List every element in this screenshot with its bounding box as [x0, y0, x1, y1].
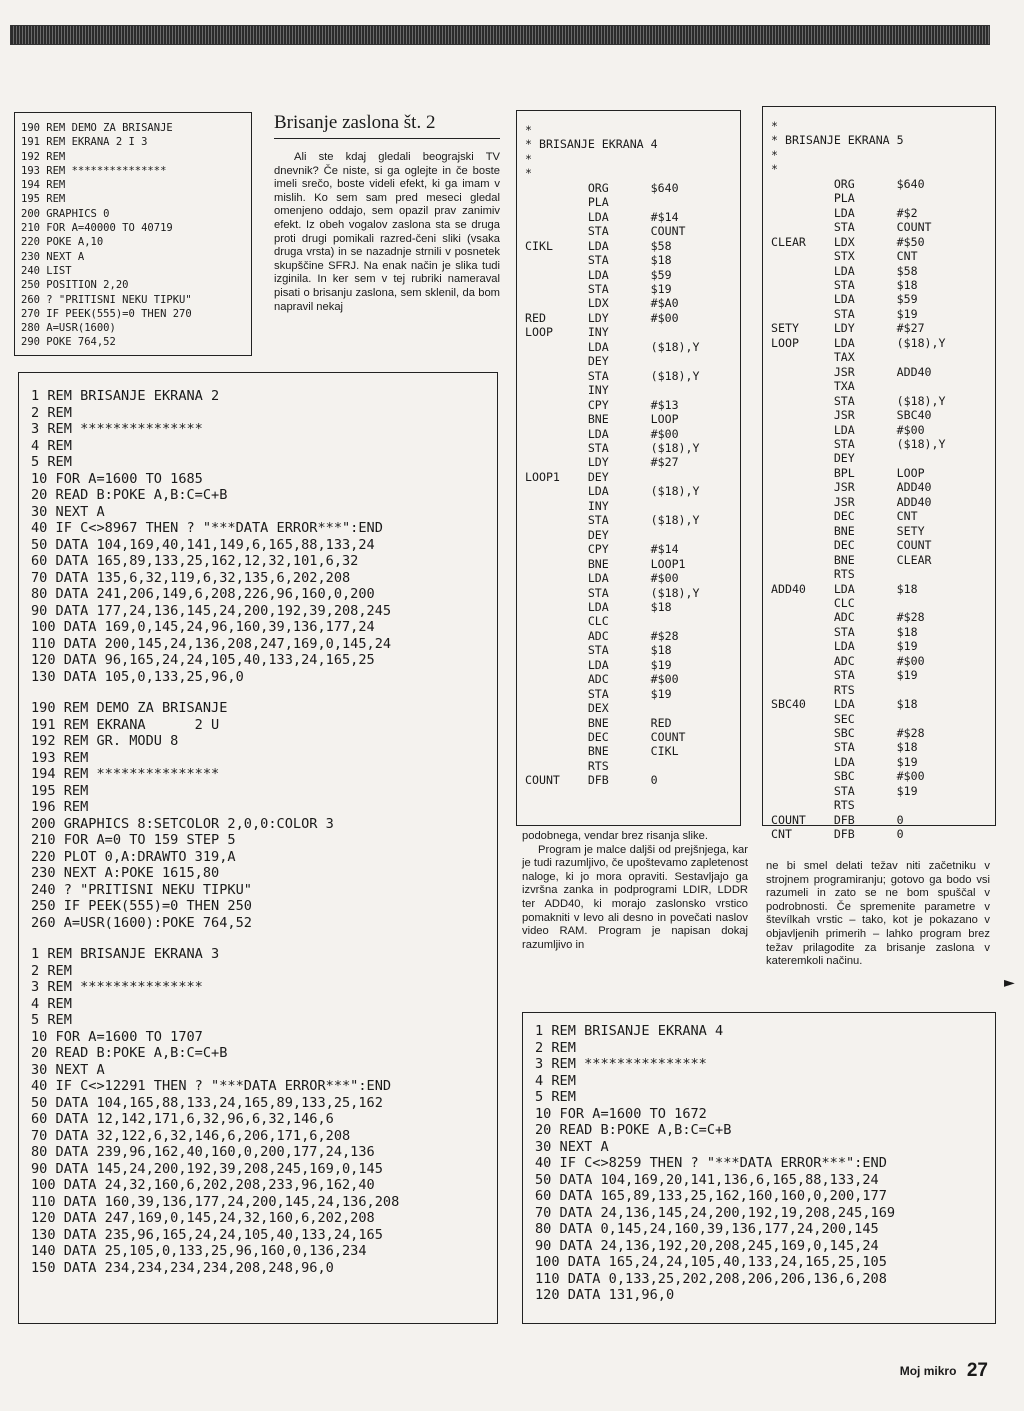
page-number: 27	[966, 1360, 988, 1381]
header-rule	[10, 25, 990, 45]
article	[262, 112, 500, 314]
asm-ekrana5-box	[762, 106, 996, 842]
article-paragraph-4: ne bi smel delati težav niti začetniku v strojnem programiranju; gotovo ga bodo vsi razumeli in zato se ne bom spuščal v podrobnosti. Če spremenite parametre v števílkah vrstic – tako, kot je pokazano v objavljenih primerih – lahko program brez težav prilagodite za brisanje zaslona v kateremkoli načinu.	[766, 860, 990, 968]
listing-demo: 190 REM DEMO ZA BRISANJE 191 REM EKRANA 2 I 3 192 REM 193 REM *************** 194 REM 195 REM 200 GRAPHICS 0 210 FOR A=40000 TO 40719 220 POKE A,10 230 NEXT A 240 LIST 250 POSITION 2,20 260 ? "PRITISNI NEKU TIPKU" 270 IF PEEK(555)=0 THEN 270 280 A=USR(1600) 290 POKE 764,52	[21, 122, 192, 349]
magazine-name: Moj mikro	[899, 1364, 957, 1378]
continue-arrow-icon: ►	[1004, 975, 1015, 991]
article-title: Brisanje zaslona št. 2	[274, 112, 500, 139]
listing-demo-gr8: 190 REM DEMO ZA BRISANJE 191 REM EKRANA 2 U 192 REM GR. MODU 8 193 REM 194 REM *************** 195 REM 196 REM 200 GRAPHICS 8:SETCOLOR 2,0,0:COLOR 3 210 FOR A=0 TO 159 STEP 5 220 PLOT 0,A:DRAWTO 319,A 230 NEXT A:POKE 1615,80 240 ? "PRITISNI NEKU TIPKU" 250 IF PEEK(555)=0 THEN 250 260 A=USR(1600):POKE 764,52	[31, 700, 334, 931]
page-footer	[900, 1360, 988, 1382]
listing-demo-box	[14, 112, 252, 356]
article-paragraph-3: Program je malce daljši od prejšnjega, kar je tudi razumljivo, če upoštevamo zapletenost naloge, ki jo mora opraviti. Sestavljajo ga izvršna zanka in podprogrami LDIR, LDDR ter ADD40, ki morajo zaslonsko vrstico pomakniti v levo ali desno in povečati naslov video RAM. Program je napisan dokaj razumljivo in	[522, 843, 748, 951]
article-continuation	[522, 830, 748, 952]
listings-main-box	[18, 372, 498, 1324]
article-paragraph-2: podobnega, vendar brez risanja slike.	[522, 830, 708, 842]
listing-ekrana3: 1 REM BRISANJE EKRANA 3 2 REM 3 REM *************** 4 REM 5 REM 10 FOR A=1600 TO 1707 20 READ B:POKE A,B:C=C+B 30 NEXT A 40 IF C<>12291 THEN ? "***DATA ERROR***":END 50 DATA 104,165,88,133,24,165,89,133,25,162 60 DATA 12,142,171,6,32,96,6,32,146,6 70 DATA 32,122,6,32,146,6,206,171,6,208 80 DATA 239,96,162,40,160,0,200,177,24,136 90 DATA 145,24,200,192,39,208,245,169,0,145 100 DATA 24,32,160,6,202,208,233,96,162,40 110 DATA 160,39,136,177,24,200,145,24,136,208 120 DATA 247,169,0,145,24,32,160,6,202,208 130 DATA 235,96,165,24,24,105,40,133,24,165 140 DATA 25,105,0,133,25,96,160,0,136,234 150 DATA 234,234,234,234,208,248,96,0	[31, 946, 400, 1276]
asm-ekrana5: * * BRISANJE EKRANA 5 * * ORG $640 PLA LDA #$2 STA COUNT CLEAR LDX #$50 STX CNT LDA $58 STA $18 LDA $59 STA $19 SETY LDY #$27 LOOP LDA ($18),Y TAX JSR ADD40 TXA STA ($18),Y JSR SBC40 LDA #$00 STA ($18),Y DEY BPL LOOP JSR ADD40 JSR ADD40 DEC CNT BNE SETY DEC COUNT BNE CLEAR RTS ADD40 LDA $18 CLC ADC #$28 STA $18 LDA $19 ADC #$00 STA $19 RTS SBC40 LDA $18 SEC SBC #$28 STA $18 LDA $19 SBC #$00 STA $19 RTS COUNT DFB 0 CNT DFB 0	[771, 119, 946, 842]
article-paragraph-1: Ali ste kdaj gledali beograjski TV dnevnik? Če niste, si ga oglejte in če boste imeli srečo, boste videli efekt, ki ga imam v mislih. Ko sem sam pred meseci gledal omenjeno oddajo, sem opazil prav zanimiv efekt. Iz obeh vogalov zaslona sta se druga proti drugi pomikali razred-čeni sliki (vsaka druga vrsta) in se nazadnje strnili v posnetek skupščine SFRJ. Na enak način je slika tudi izginila. In ker sem v tej rubriki nameraval pisati o brisanju zaslona, sem sklenil, da bom napravil nekaj	[274, 151, 500, 313]
listing-ekrana4: 1 REM BRISANJE EKRANA 4 2 REM 3 REM *************** 4 REM 5 REM 10 FOR A=1600 TO 1672 20 READ B:POKE A,B:C=C+B 30 NEXT A 40 IF C<>8259 THEN ? "***DATA ERROR***":END 50 DATA 104,169,20,141,136,6,165,88,133,24 60 DATA 165,89,133,25,162,160,160,0,200,177 70 DATA 24,136,145,24,200,192,19,208,245,169 80 DATA 0,145,24,160,39,136,177,24,200,145 90 DATA 24,136,192,20,208,245,169,0,145,24 100 DATA 165,24,24,105,40,133,24,165,25,105 110 DATA 0,133,25,202,208,206,206,136,6,208 120 DATA 131,96,0	[535, 1023, 896, 1303]
asm-ekrana4: * * BRISANJE EKRANA 4 * * ORG $640 PLA LDA #$14 STA COUNT CIKL LDA $58 STA $18 LDA $59 STA $19 LDX #$A0 RED LDY #$00 LOOP INY LDA ($18),Y DEY STA ($18),Y INY CPY #$13 BNE LOOP LDA #$00 STA ($18),Y LDY #$27 LOOP1 DEY LDA ($18),Y INY STA ($18),Y DEY CPY #$14 BNE LOOP1 LDA #$00 STA ($18),Y LDA $18 CLC ADC #$28 STA $18 LDA $19 ADC #$00 STA $19 DEX BNE RED DEC COUNT BNE CIKL RTS COUNT DFB 0	[525, 123, 700, 788]
asm-ekrana4-box	[516, 110, 741, 826]
listing-ekrana4-box	[522, 1012, 996, 1324]
listing-ekrana2: 1 REM BRISANJE EKRANA 2 2 REM 3 REM *************** 4 REM 5 REM 10 FOR A=1600 TO 1685 20 READ B:POKE A,B:C=C+B 30 NEXT A 40 IF C<>8967 THEN ? "***DATA ERROR***":END 50 DATA 104,169,40,141,149,6,165,88,133,24 60 DATA 165,89,133,25,162,12,32,101,6,32 70 DATA 135,6,32,119,6,32,135,6,202,208 80 DATA 241,206,149,6,208,226,96,160,0,200 90 DATA 177,24,136,145,24,200,192,39,208,245 100 DATA 169,0,145,24,96,160,39,136,177,24 110 DATA 200,145,24,136,208,247,169,0,145,24 120 DATA 96,165,24,24,105,40,133,24,165,25 130 DATA 105,0,133,25,96,0	[31, 388, 392, 685]
